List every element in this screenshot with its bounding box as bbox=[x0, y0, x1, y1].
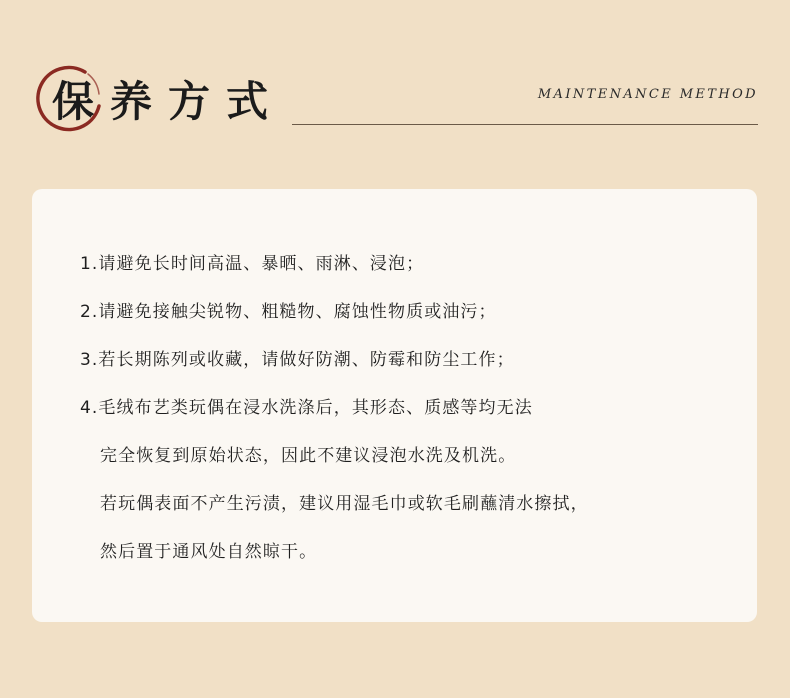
list-item-continuation: 然后置于通风处自然晾干。 bbox=[100, 542, 318, 562]
header-divider bbox=[292, 124, 758, 125]
list-item-continuation: 完全恢复到原始状态，因此不建议浸泡水洗及机洗。 bbox=[100, 446, 517, 466]
page-title: 保养方式 bbox=[52, 77, 285, 126]
page-subtitle: MAINTENANCE METHOD bbox=[537, 87, 758, 102]
list-item: 2.请避免接触尖锐物、粗糙物、腐蚀性物质或油污； bbox=[80, 302, 497, 322]
list-item: 1.请避免长时间高温、暴晒、雨淋、浸泡； bbox=[80, 254, 425, 274]
maintenance-list bbox=[80, 253, 589, 589]
list-item-continuation: 若玩偶表面不产生污渍，建议用湿毛巾或软毛刷蘸清水擦拭， bbox=[100, 494, 589, 514]
list-item: 3.若长期陈列或收藏，请做好防潮、防霉和防尘工作； bbox=[80, 350, 515, 370]
list-item: 4.毛绒布艺类玩偶在浸水洗涤后，其形态、质感等均无法 bbox=[80, 398, 533, 418]
section-header bbox=[0, 0, 790, 150]
